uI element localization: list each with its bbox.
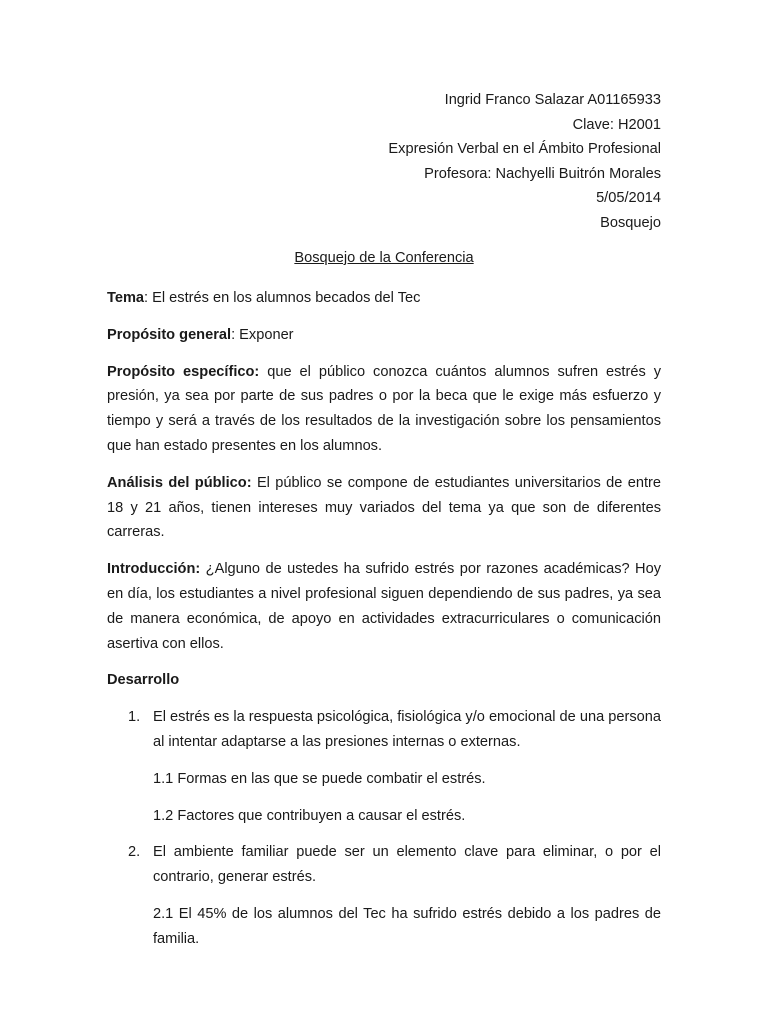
document-body xyxy=(107,286,661,964)
introduccion-label: Introducción: xyxy=(107,561,201,578)
course-name-line: Expresión Verbal en el Ámbito Profesional xyxy=(388,141,661,157)
professor-line: Profesora: Nachyelli Buitrón Morales xyxy=(424,165,661,182)
sub-item: 1.1 Formas en las que se puede combatir el estrés. xyxy=(153,770,486,787)
list-number: 2. xyxy=(128,844,141,861)
analisis-text: El público se compone de estudiantes universitarios de entre 18 y 21 años, tienen intereses muy variados del tema ya que son de diferentes carreras. xyxy=(107,474,661,541)
course-code-line: Clave: H2001 xyxy=(572,116,661,133)
proposito-general-text: : Exponer xyxy=(231,326,294,343)
tema-label: Tema xyxy=(107,290,145,306)
analisis-label: Análisis del público: xyxy=(107,474,252,491)
author-line: Ingrid Franco Salazar A01165933 xyxy=(444,92,661,108)
document-title: Bosquejo de la Conferencia xyxy=(294,250,474,266)
proposito-especifico-text: que el público conozca cuántos alumnos sufren estrés y presión, ya sea por parte de sus padres o por la beca que le exige más esfuerzo y tiempo y será a través de los resultados de la investigación sobre los pensamientos que han estado presentes en los alumnos. xyxy=(107,363,661,454)
date-line: 5/05/2014 xyxy=(596,190,661,206)
proposito-especifico-paragraph xyxy=(107,360,661,459)
analisis-paragraph xyxy=(107,471,661,545)
sub-item: 2.1 El 45% de los alumnos del Tec ha sufrido estrés debido a los padres de familia. xyxy=(153,905,661,947)
list-item-text: El estrés es la respuesta psicológica, fisiológica y/o emocional de una persona al intentar adaptarse a las presiones internas o externas. xyxy=(153,709,661,750)
list-item xyxy=(107,705,661,755)
header-block xyxy=(388,88,661,235)
doc-type-line: Bosquejo xyxy=(600,214,661,231)
proposito-especifico-label: Propósito específico: xyxy=(107,363,260,380)
desarrollo-heading xyxy=(107,668,661,693)
tema-text: : El estrés en los alumnos becados del Tec xyxy=(144,290,421,306)
tema-paragraph xyxy=(107,286,661,311)
introduccion-text: ¿Alguno de ustedes ha sufrido estrés por razones académicas? Hoy en día, los estudiantes a nivel profesional siguen dependiendo de sus padres, ya sea de manera económica, de apoyo en actividades extracurriculares o comunicación asertiva con ellos. xyxy=(107,561,661,652)
list-item-text: El ambiente familiar puede ser un elemento clave para eliminar, o por el contrario, generar estrés. xyxy=(153,844,661,886)
list-number: 1. xyxy=(128,709,141,726)
list-item xyxy=(107,840,661,890)
sub-item: 1.2 Factores que contribuyen a causar el estrés. xyxy=(153,807,466,824)
proposito-general-label: Propósito general xyxy=(107,326,232,343)
introduccion-paragraph xyxy=(107,557,661,656)
desarrollo-label: Desarrollo xyxy=(107,672,180,689)
proposito-general-paragraph xyxy=(107,323,661,348)
